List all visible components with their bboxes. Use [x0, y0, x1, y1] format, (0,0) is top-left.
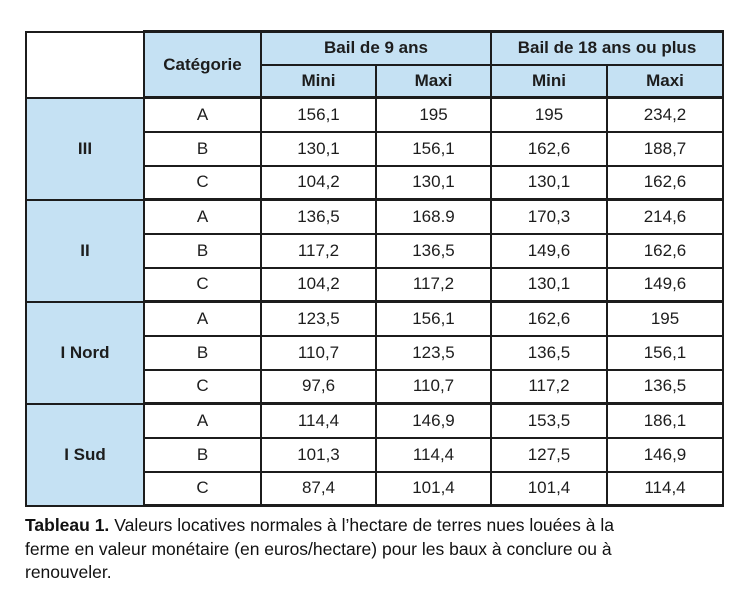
- value-cell: 156,1: [607, 336, 723, 370]
- value-cell: 195: [607, 302, 723, 336]
- value-cell: 146,9: [376, 404, 491, 438]
- value-cell: 162,6: [491, 302, 607, 336]
- value-cell: 162,6: [491, 132, 607, 166]
- value-cell: 87,4: [261, 472, 376, 506]
- value-cell: 117,2: [261, 234, 376, 268]
- value-cell: 156,1: [376, 132, 491, 166]
- value-cell: 149,6: [491, 234, 607, 268]
- value-cell: 117,2: [376, 268, 491, 302]
- value-cell: 195: [376, 98, 491, 132]
- value-cell: 188,7: [607, 132, 723, 166]
- table-caption: [25, 514, 739, 585]
- rental-values-table: [25, 30, 724, 507]
- value-cell: 101,4: [376, 472, 491, 506]
- caption-label: Tableau 1.: [25, 515, 110, 535]
- zone-cell-iii: III: [26, 98, 144, 200]
- category-cell: A: [144, 98, 261, 132]
- category-cell: B: [144, 234, 261, 268]
- table-row: [26, 200, 723, 234]
- header-bail-18-ans: Bail de 18 ans ou plus: [491, 32, 723, 65]
- value-cell: 195: [491, 98, 607, 132]
- category-cell: B: [144, 438, 261, 472]
- value-cell: 117,2: [491, 370, 607, 404]
- category-cell: A: [144, 404, 261, 438]
- value-cell: 234,2: [607, 98, 723, 132]
- header-row-groups: [26, 32, 723, 65]
- zone-cell-i-sud: I Sud: [26, 404, 144, 506]
- value-cell: 110,7: [376, 370, 491, 404]
- value-cell: 101,3: [261, 438, 376, 472]
- value-cell: 130,1: [491, 166, 607, 200]
- category-cell: A: [144, 302, 261, 336]
- category-cell: C: [144, 268, 261, 302]
- value-cell: 123,5: [376, 336, 491, 370]
- value-cell: 156,1: [376, 302, 491, 336]
- caption-line: renouveler.: [25, 562, 112, 582]
- header-mini-9: Mini: [261, 65, 376, 98]
- value-cell: 153,5: [491, 404, 607, 438]
- value-cell: 130,1: [261, 132, 376, 166]
- table-row: [26, 404, 723, 438]
- category-cell: C: [144, 166, 261, 200]
- header-bail-9-ans: Bail de 9 ans: [261, 32, 491, 65]
- table-row: [26, 302, 723, 336]
- caption-line: ferme en valeur monétaire (en euros/hectare) pour les baux à conclure ou à: [25, 538, 612, 559]
- value-cell: 186,1: [607, 404, 723, 438]
- value-cell: 104,2: [261, 166, 376, 200]
- zone-cell-ii: II: [26, 200, 144, 302]
- value-cell: 130,1: [376, 166, 491, 200]
- value-cell: 162,6: [607, 234, 723, 268]
- category-cell: B: [144, 132, 261, 166]
- value-cell: 162,6: [607, 166, 723, 200]
- value-cell: 127,5: [491, 438, 607, 472]
- category-cell: C: [144, 370, 261, 404]
- caption-text: Valeurs locatives normales à l’hectare de terres nues louées à la: [114, 515, 614, 535]
- value-cell: 156,1: [261, 98, 376, 132]
- corner-spacer: [26, 32, 144, 98]
- value-cell: 136,5: [491, 336, 607, 370]
- value-cell: 136,5: [376, 234, 491, 268]
- caption-line: [25, 514, 739, 538]
- header-maxi-9: Maxi: [376, 65, 491, 98]
- value-cell: 101,4: [491, 472, 607, 506]
- value-cell: 114,4: [261, 404, 376, 438]
- category-cell: C: [144, 472, 261, 506]
- value-cell: 114,4: [607, 472, 723, 506]
- value-cell: 104,2: [261, 268, 376, 302]
- header-mini-18: Mini: [491, 65, 607, 98]
- category-cell: A: [144, 200, 261, 234]
- header-maxi-18: Maxi: [607, 65, 723, 98]
- value-cell: 97,6: [261, 370, 376, 404]
- value-cell: 168.9: [376, 200, 491, 234]
- value-cell: 136,5: [607, 370, 723, 404]
- value-cell: 123,5: [261, 302, 376, 336]
- value-cell: 136,5: [261, 200, 376, 234]
- value-cell: 149,6: [607, 268, 723, 302]
- value-cell: 110,7: [261, 336, 376, 370]
- zone-cell-i-nord: I Nord: [26, 302, 144, 404]
- value-cell: 130,1: [491, 268, 607, 302]
- value-cell: 146,9: [607, 438, 723, 472]
- table-row: [26, 98, 723, 132]
- value-cell: 170,3: [491, 200, 607, 234]
- header-category: Catégorie: [144, 32, 261, 98]
- value-cell: 114,4: [376, 438, 491, 472]
- value-cell: 214,6: [607, 200, 723, 234]
- category-cell: B: [144, 336, 261, 370]
